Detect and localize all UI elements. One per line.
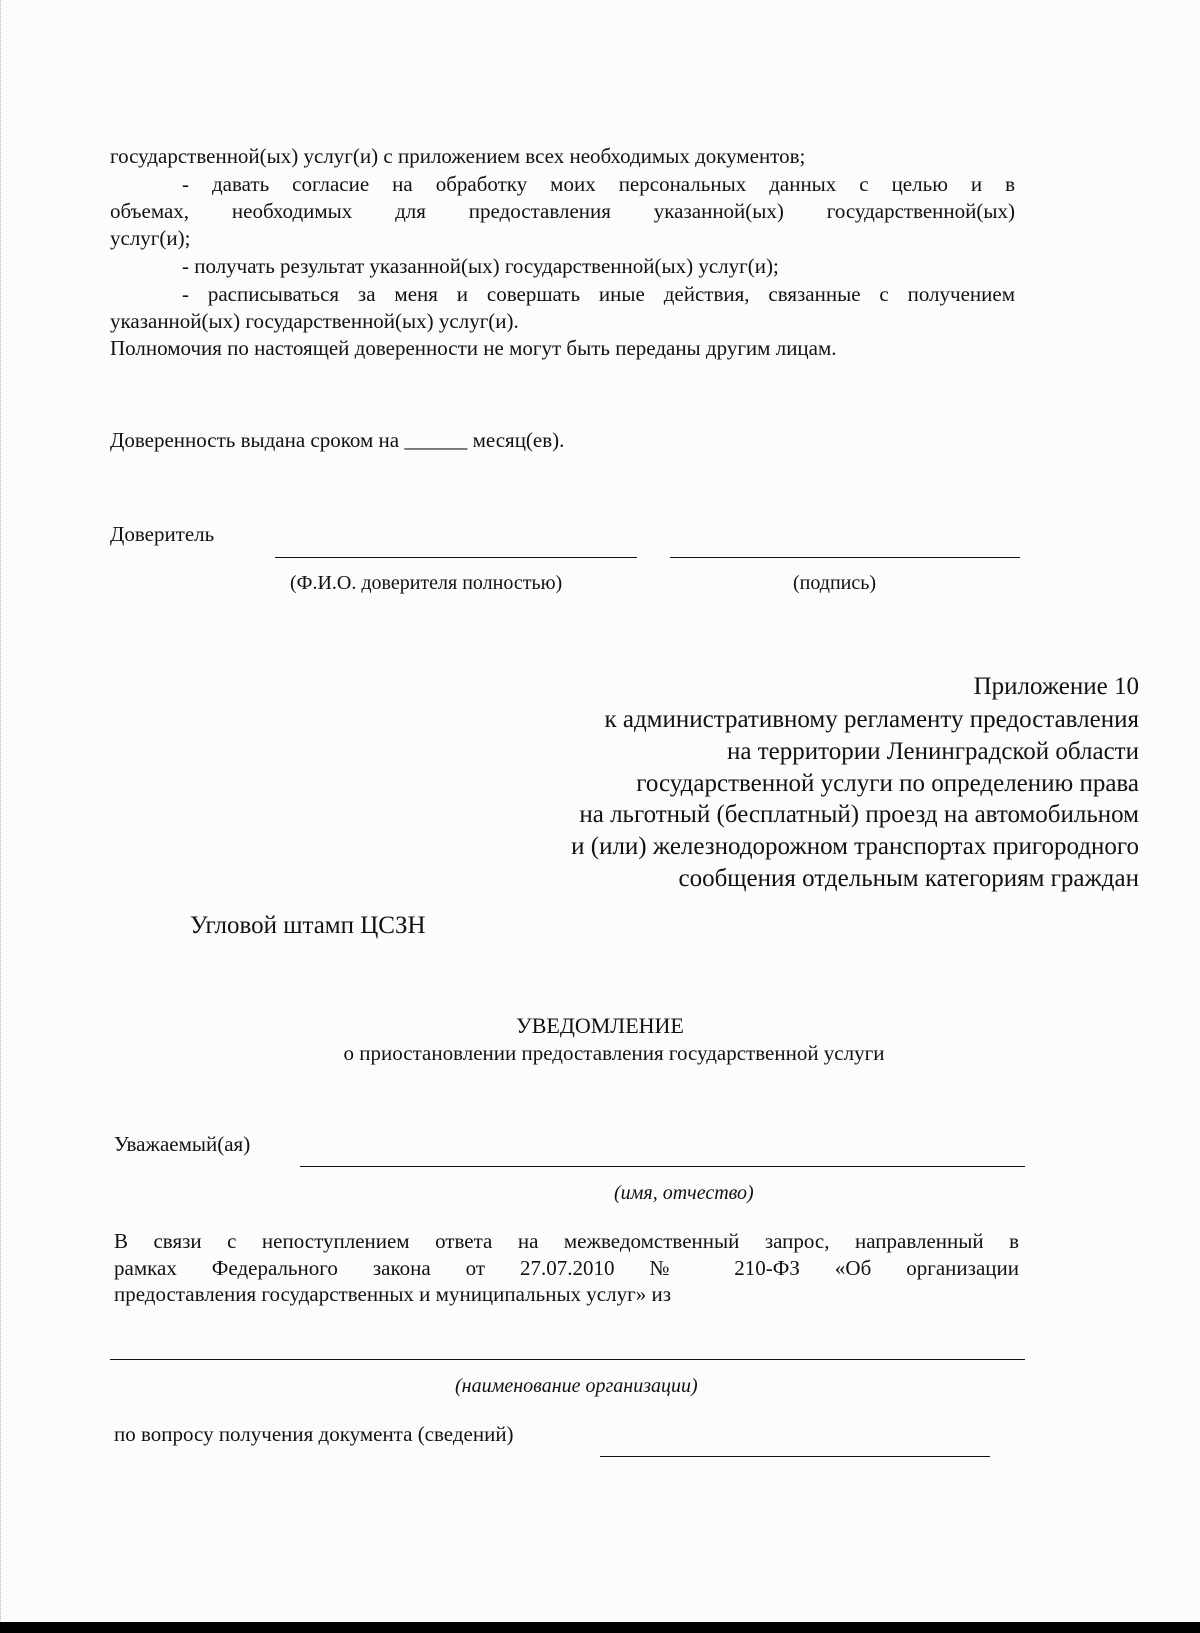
term-prefix: Доверенность выдана сроком на: [110, 428, 400, 452]
greeting-caption: (имя, отчество): [614, 1182, 754, 1204]
appendix-line-5: и (или) железнодорожном транспортах пригородного: [571, 833, 1139, 860]
principal-name-line: [275, 557, 637, 558]
top-line-3: объемах, необходимых для предоставления указанной(ых) государственной(ых): [110, 199, 1015, 223]
top-line-7: указанной(ых) государственной(ых) услуг(и).: [110, 309, 519, 333]
question-label: по вопросу получения документа (сведений): [114, 1422, 514, 1446]
top-line-2: - давать согласие на обработку моих персональных данных с целью и в: [182, 172, 1015, 196]
term-suffix: месяц(ев).: [472, 428, 565, 452]
top-line-4: услуг(и);: [110, 226, 191, 250]
appendix-line-6: сообщения отдельным категориям граждан: [678, 865, 1139, 892]
body-line-2: рамках Федерального закона от 27.07.2010 № 210-ФЗ «Об организации: [114, 1256, 1019, 1280]
page-left-edge: [0, 0, 3, 1633]
notice-subtitle: о приостановлении предоставления государственной услуги: [343, 1041, 885, 1065]
greeting-line: [300, 1166, 1025, 1167]
scan-bottom-border: [0, 1622, 1200, 1633]
principal-signature-caption: (подпись): [793, 572, 877, 594]
top-line-1: государственной(ых) услуг(и) с приложением всех необходимых документов;: [110, 144, 806, 168]
appendix-line-4: на льготный (бесплатный) проезд на автомобильном: [579, 801, 1139, 828]
organization-caption: (наименование организации): [455, 1375, 698, 1397]
appendix-line-1: к административному регламенту предоставления: [604, 706, 1139, 733]
term-blank: ______: [404, 428, 468, 452]
principal-label: Доверитель: [110, 522, 215, 546]
appendix-line-3: государственной услуги по определению права: [636, 770, 1139, 797]
body-line-3: предоставления государственных и муниципальных услуг» из: [114, 1282, 672, 1306]
top-line-8: Полномочия по настоящей доверенности не могут быть переданы другим лицам.: [110, 336, 837, 360]
notice-title: УВЕДОМЛЕНИЕ: [516, 1013, 684, 1038]
question-line: [600, 1456, 990, 1457]
term-line: [110, 426, 564, 454]
appendix-line-2: на территории Ленинградской области: [727, 738, 1139, 765]
body-line-1: В связи с непоступлением ответа на межведомственный запрос, направленный в: [114, 1229, 1019, 1253]
principal-name-caption: (Ф.И.О. доверителя полностью): [290, 572, 563, 594]
appendix-title: Приложение 10: [973, 673, 1139, 700]
top-line-5: - получать результат указанной(ых) государственной(ых) услуг(и);: [182, 254, 779, 278]
greeting-label: Уважаемый(ая): [114, 1132, 251, 1156]
principal-signature-line: [670, 557, 1020, 558]
organization-line: [110, 1359, 1025, 1360]
corner-stamp-label: Угловой штамп ЦСЗН: [190, 912, 426, 939]
top-line-6: - расписываться за меня и совершать иные действия, связанные с получением: [182, 282, 1015, 306]
